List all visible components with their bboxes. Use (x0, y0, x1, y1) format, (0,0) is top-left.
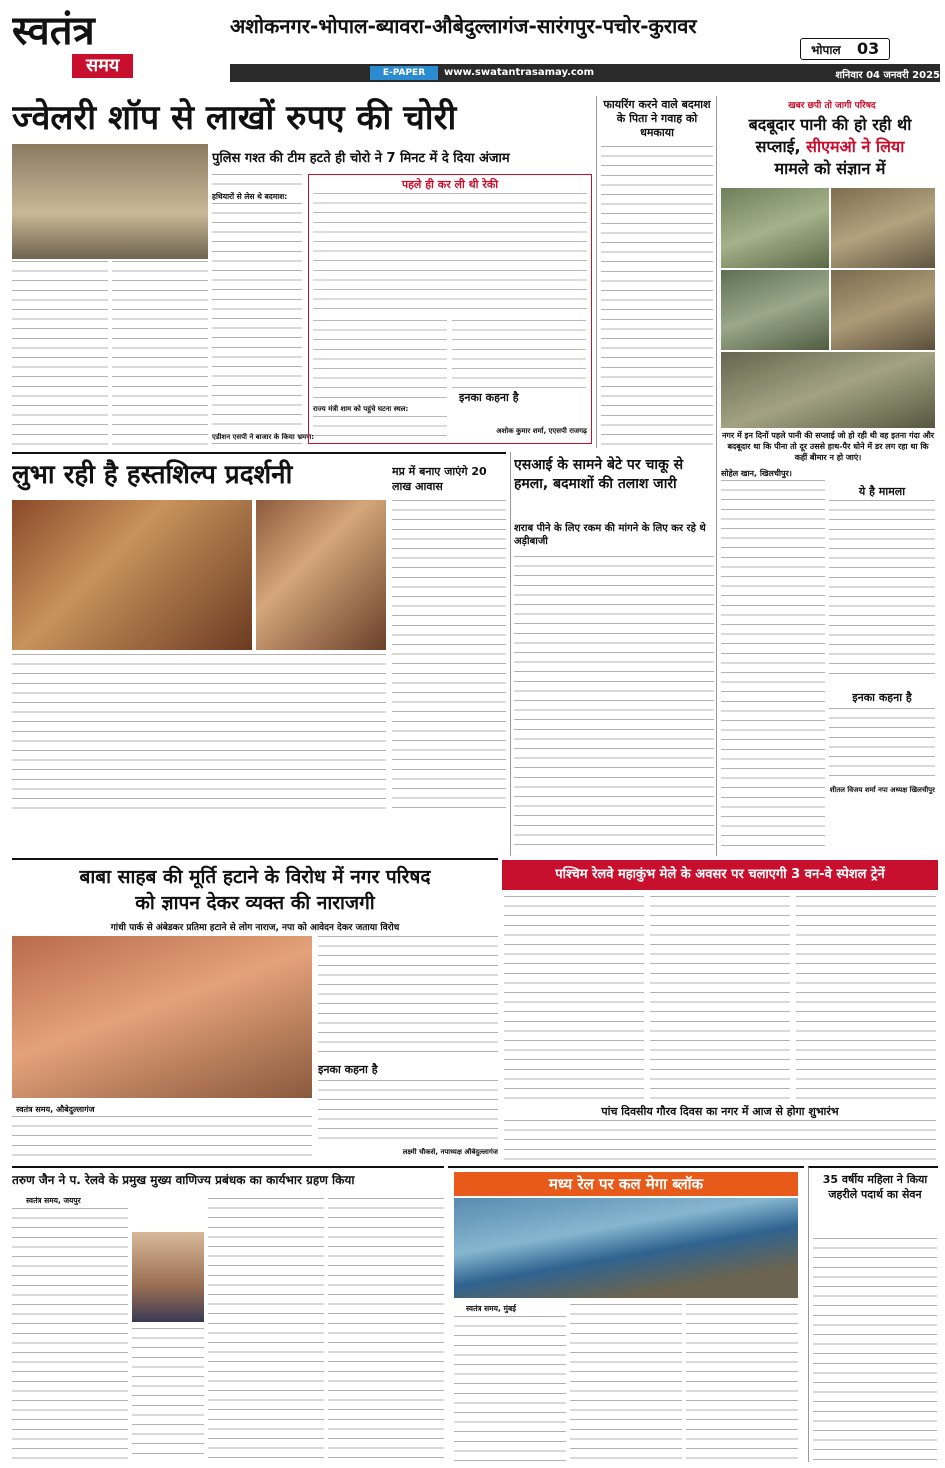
story-poison (808, 1166, 938, 1462)
story-photo (12, 144, 208, 259)
page-number: 03 (857, 39, 880, 58)
body (12, 654, 386, 810)
website[interactable]: www.swatantrasamay.com (444, 67, 595, 78)
body-col-3 (212, 174, 302, 444)
col-3 (686, 1304, 798, 1462)
col-2 (208, 1198, 324, 1462)
statue-photo (12, 936, 312, 1098)
craft-photo-1 (12, 500, 252, 650)
box-title: पहले ही कर ली थी रेकी (401, 178, 499, 191)
headline (723, 114, 937, 180)
story-statue (12, 858, 498, 1164)
date: शनिवार 04 जनवरी 2025 (835, 70, 940, 81)
sub-head: पांच दिवसीय गौरव दिवस का नगर में आज से होगा शुभारंभ (601, 1105, 839, 1118)
caption: एडीशन एसपी ने बाजार के किया भ्रमण: (212, 433, 332, 442)
masthead-cities: अशोकनगर-भोपाल-ब्यावरा-औबेदुल्लागंज-सारंगपुर-पचोर-कुरावर (230, 14, 697, 38)
quote-body (318, 1080, 498, 1140)
headline-line-1: बदबूदार पानी की हो रही थी (748, 115, 912, 134)
water-photo-5 (721, 352, 935, 428)
quote-by: शीतल विजय शर्मा नपा अध्यक्ष खिलचीपुर (829, 786, 935, 794)
masthead (0, 0, 945, 94)
body-right (318, 936, 498, 1056)
byline: स्वतंत्र समय, मुंबई (466, 1304, 516, 1313)
story-firing (596, 96, 714, 448)
subhead: पुलिस गश्त की टीम हटते ही चोरो ने 7 मिनट में दे दिया अंजाम (212, 151, 510, 166)
col-3 (328, 1198, 444, 1462)
body-left (12, 1116, 312, 1164)
col-1 (454, 1316, 566, 1462)
story-handicraft (12, 452, 506, 814)
quote-by: लक्ष्मी चौकसे, नपाध्यक्ष औबेदुल्लागंज (402, 1148, 498, 1156)
logo (12, 8, 192, 88)
water-photo-1 (721, 188, 829, 268)
headline: फायरिंग करने वाले बदमाश के पिता ने गवाह को धमकाया (603, 98, 711, 139)
headline-2: को ज्ञापन देकर व्यक्त की नाराजगी (135, 892, 375, 914)
side-body (392, 500, 506, 810)
headline: 35 वर्षीय महिला ने किया जहरीले पदार्थ का सेवन (822, 1173, 928, 1201)
headline: मध्य रेल पर कल मेगा ब्लॉक (454, 1172, 798, 1196)
craft-photo-2 (256, 500, 386, 650)
subhead: गांधी पार्क से अंबेडकर प्रतिमा हटाने से लोग नाराज, नपा को आवेदन देकर जताया विरोध (110, 923, 400, 933)
byline: स्वतंत्र समय, जयपुर (26, 1196, 81, 1205)
portrait-photo (132, 1232, 204, 1322)
water-photo-4 (831, 270, 935, 350)
headline: एसआई के सामने बेटे पर चाकू से हमला, बदमाशों की तलाश जारी (514, 457, 684, 492)
byline: स्वतंत्र समय, औबेदुल्लागंज (16, 1105, 95, 1114)
col-2-lower (132, 1328, 204, 1462)
quote-title: इनका कहना है (318, 1063, 378, 1076)
body-col-1 (12, 261, 108, 446)
headline-line-4: मामले को संज्ञान में (774, 159, 886, 178)
col-1 (12, 1208, 128, 1462)
inset-head: हथियारों से लेस थे बदमाश: (212, 192, 302, 202)
side-head: मप्र में बनाए जाएंगे 20 लाख आवास (392, 465, 487, 493)
story-tarun-jain (12, 1166, 444, 1462)
headline: तरुण जैन ने प. रेलवे के प्रमुख मुख्य वाणिज्य प्रबंधक का कार्यभार ग्रहण किया (12, 1173, 355, 1187)
story-mahakumbh (502, 858, 938, 1164)
headline: लुभा रही है हस्तशिल्प प्रदर्शनी (12, 460, 293, 490)
sub-body (504, 1120, 936, 1160)
logo-bottom: समय (72, 54, 133, 78)
quote-title: इनका कहना है (852, 691, 912, 704)
byline: सोहेल खान, खिलचीपुर। (721, 469, 792, 478)
headline: पश्चिम रेलवे महाकुंभ मेले के अवसर पर चलाएगी 3 वन-वे स्पेशल ट्रेनें (502, 860, 938, 890)
story-mega-block (448, 1166, 804, 1462)
rekee-box (308, 174, 592, 444)
water-photo-3 (721, 270, 829, 350)
col-2 (650, 896, 790, 1100)
headline-line-3: सीएमओ ने लिया (806, 137, 905, 156)
quote-by: अशोक कुमार शर्मा, एएसपी राजगढ़ (496, 427, 587, 435)
col-1 (504, 896, 644, 1100)
inset2: राज्य मंत्री शाम को पहुंचे घटना स्थल: (313, 405, 447, 414)
col-2 (570, 1304, 682, 1462)
body (514, 556, 714, 852)
story-si-attack-main (510, 452, 938, 856)
tag: खबर छपी तो जागी परिषद (788, 101, 876, 111)
logo-top: स्वतंत्र (12, 8, 95, 54)
body-col-2 (112, 261, 208, 446)
water-photo-2 (831, 188, 935, 268)
train-photo (454, 1198, 798, 1298)
headline: ज्वेलरी शॉप से लाखों रुपए की चोरी (12, 98, 457, 138)
col-3 (796, 896, 936, 1100)
side-box-title: ये है मामला (858, 485, 906, 498)
body (813, 1238, 937, 1462)
epaper-badge: E-PAPER (370, 66, 438, 80)
story-jewelry-theft (12, 96, 592, 448)
body (601, 146, 713, 446)
edition-name: भोपाल (811, 43, 841, 57)
caption: नगर में इन दिनों पहले पानी की सप्लाई जो हो रही थी वह इतना गंदा और बदबूदार था कि पीना तो दूर उससे हाथ-पैर धोने में डर लग रहा था कि कहीं बीमार न हो जाएं। (721, 431, 935, 462)
headline-1: बाबा साहब की मूर्ति हटाने के विरोध में नगर परिषद (79, 866, 431, 888)
edition-badge (800, 38, 890, 60)
quote-title: इनका कहना है (459, 391, 519, 404)
subhead: शराब पीने के लिए रकम की मांगने के लिए कर रहे थे अड़ीबाजी (514, 523, 706, 547)
headline-line-2: सप्लाई, (755, 137, 801, 156)
